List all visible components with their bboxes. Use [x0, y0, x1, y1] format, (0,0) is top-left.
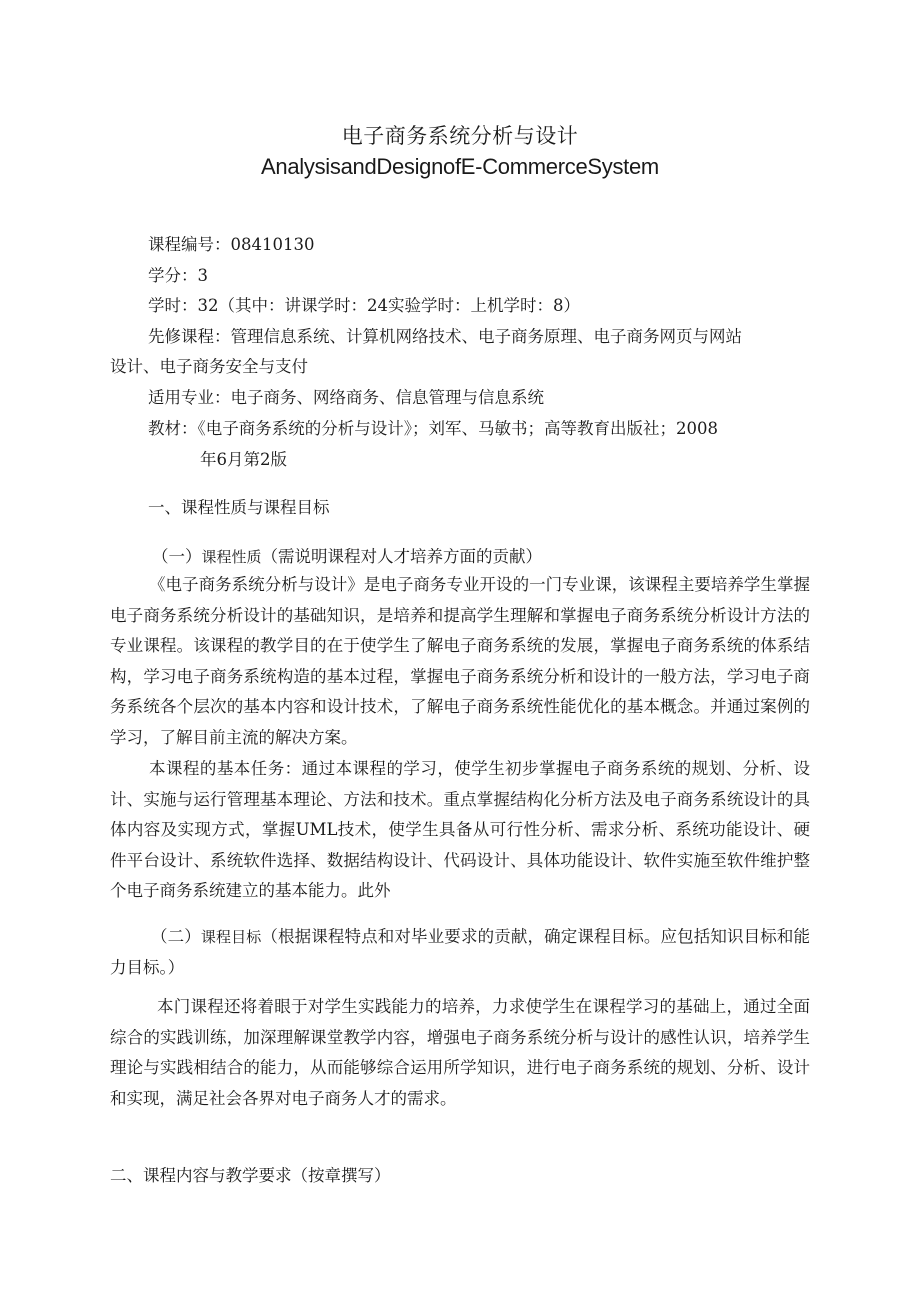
course-hours: 学时：32（其中：讲课学时：24实验学时：上机学时：8）: [148, 296, 580, 315]
section-1-heading: 一、课程性质与课程目标: [148, 498, 330, 517]
subsection-course-objectives: [110, 922, 810, 983]
course-title-en: AnalysisandDesignofE-CommerceSystem: [261, 154, 659, 179]
course-credit: 学分：3: [148, 266, 208, 285]
subsection-label: 课程性质: [201, 548, 262, 566]
paragraph-basic-task: 本课程的基本任务：通过本课程的学习，使学生初步掌握电子商务系统的规划、分析、设计、实施与运行管理基本理论、方法和技术。重点掌握结构化分析方法及电子商务系统设计的具体内容及实现方式，掌握UML技术，使学生具备从可行性分析、需求分析、系统功能设计、硬件平台设计、系统软件选择、数据结构设计、代码设计、具体功能设计、软件实施至软件维护整个电子商务系统建立的基本能力。此外: [110, 759, 810, 900]
course-code: 课程编号：08410130: [148, 235, 315, 254]
section-2-heading: 二、课程内容与教学要求（按章撰写）: [110, 1166, 391, 1185]
textbook-line-2: 年6月第2版: [200, 450, 287, 469]
subsection-label: 课程目标: [200, 928, 262, 946]
subsection-prefix: （二）: [151, 927, 201, 946]
applicable-major: 适用专业：电子商务、网络商务、信息管理与信息系统: [148, 388, 544, 407]
paragraph-course-nature: 《电子商务系统分析与设计》是电子商务专业开设的一门专业课，该课程主要培养学生掌握电子商务系统分析设计的基础知识，是培养和提高学生理解和掌握电子商务系统分析设计方法的专业课程。该课程的教学目的在于使学生了解电子商务系统的发展，掌握电子商务系统的体系结构，学习电子商务系统构造的基本过程，掌握电子商务系统分析和设计的一般方法，学习电子商务系统各个层次的基本内容和设计技术，了解电子商务系统性能优化的基本概念。并通过案例的学习，了解目前主流的解决方案。: [110, 575, 810, 747]
paragraph-objectives: 本门课程还将着眼于对学生实践能力的培养，力求使学生在课程学习的基础上，通过全面综合的实践训练，加深理解课堂教学内容，增强电子商务系统分析与设计的感性认识，培养学生理论与实践相结合的能力，从而能够综合运用所学知识，进行电子商务系统的规划、分析、设计和实现，满足社会各界对电子商务人才的需求。: [110, 997, 810, 1108]
prerequisites-line-1: 先修课程：管理信息系统、计算机网络技术、电子商务原理、电子商务网页与网站: [148, 327, 742, 346]
subsection-prefix: （一）: [152, 547, 202, 566]
course-title-cn: 电子商务系统分析与设计: [341, 124, 579, 148]
textbook-line-1: 教材：《电子商务系统的分析与设计》；刘军、马敏书；高等教育出版社；2008: [148, 419, 718, 438]
prerequisites-line-2: 设计、电子商务安全与支付: [110, 357, 308, 376]
subsection-note: （需说明课程对人才培养方面的贡献）: [261, 547, 543, 566]
subsection-course-nature: [152, 546, 542, 568]
subsection-note: （根据课程特点和对毕业要求的贡献，确定课程目标。应包括知识目标和能力目标。）: [110, 927, 810, 977]
